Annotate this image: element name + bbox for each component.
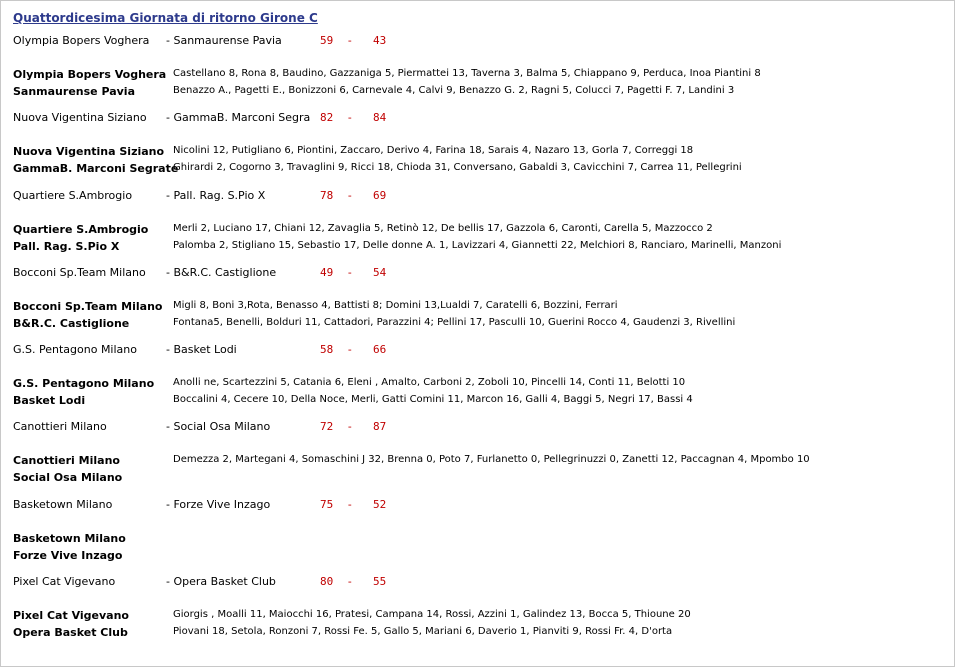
game-block xyxy=(13,575,943,643)
score-separator: - xyxy=(346,575,354,588)
game-block xyxy=(13,189,943,257)
away-score: 84 xyxy=(373,111,387,124)
score xyxy=(320,189,386,202)
home-players: Castellano 8, Rona 8, Baudino, Gazzaniga 5, Piermattei 13, Taverna 3, Balma 5, Chiappano 9, Perduca, Inoa Piantini 8 xyxy=(173,68,761,79)
away-detail-row xyxy=(13,394,943,411)
away-players: Piovani 18, Setola, Ronzoni 7, Rossi Fe. 5, Gallo 5, Mariani 6, Daverio 1, Pianviti 9, Rossi Fr. 4, D'orta xyxy=(173,626,673,637)
away-score: 69 xyxy=(373,189,387,202)
away-detail-row xyxy=(13,471,943,488)
home-detail-row xyxy=(13,454,943,471)
away-detail-row xyxy=(13,317,943,334)
score-separator: - xyxy=(346,498,354,511)
detail-home-team: Canottieri Milano xyxy=(13,454,120,467)
away-players: Benazzo A., Pagetti E., Bonizzoni 6, Carnevale 4, Calvi 9, Benazzo G. 2, Ragni 5, Colucci 7, Pagetti F. 7, Landini 3 xyxy=(173,85,735,96)
away-detail-row xyxy=(13,240,943,257)
detail-away-team: GammaB. Marconi Segrate xyxy=(13,162,179,175)
score-separator: - xyxy=(346,189,354,202)
away-score: 55 xyxy=(373,575,387,588)
away-score: 52 xyxy=(373,498,387,511)
detail-home-team: Quartiere S.Ambrogio xyxy=(13,223,149,236)
home-players: Nicolini 12, Putigliano 6, Piontini, Zaccaro, Derivo 4, Farina 18, Sarais 4, Nazaro 13, Gorla 7, Correggi 18 xyxy=(173,145,694,156)
home-players: Demezza 2, Martegani 4, Somaschini J 32, Brenna 0, Poto 7, Furlanetto 0, Pellegrinuzzi 0, Zanetti 12, Paccagnan 4, Mpombo 10 xyxy=(173,454,810,465)
away-players: Palomba 2, Stigliano 15, Sebastio 17, Delle donne A. 1, Lavizzari 4, Giannetti 22, Melchiori 8, Ranciaro, Marinelli, Manzoni xyxy=(173,240,782,251)
home-detail-row xyxy=(13,609,943,626)
detail-away-team: B&R.C. Castiglione xyxy=(13,317,130,330)
away-score: 87 xyxy=(373,420,387,433)
detail-home-team: Olympia Bopers Voghera xyxy=(13,68,167,81)
detail-away-team: Pall. Rag. S.Pio X xyxy=(13,240,120,253)
home-team: Olympia Bopers Voghera xyxy=(13,34,150,47)
home-score: 49 xyxy=(320,266,334,279)
home-team: Nuova Vigentina Siziano xyxy=(13,111,147,124)
home-team: Bocconi Sp.Team Milano xyxy=(13,266,146,279)
score-separator: - xyxy=(346,343,354,356)
game-result-row xyxy=(13,34,943,51)
home-score: 59 xyxy=(320,34,334,47)
game-result-row xyxy=(13,420,943,437)
home-score: 82 xyxy=(320,111,334,124)
home-detail-row xyxy=(13,300,943,317)
away-score: 54 xyxy=(373,266,387,279)
away-team: - Forze Vive Inzago xyxy=(166,498,271,511)
home-detail-row xyxy=(13,377,943,394)
home-score: 80 xyxy=(320,575,334,588)
game-result-row xyxy=(13,189,943,206)
home-score: 75 xyxy=(320,498,334,511)
away-score: 43 xyxy=(373,34,387,47)
detail-away-team: Sanmaurense Pavia xyxy=(13,85,135,98)
score xyxy=(320,111,386,124)
home-team: Pixel Cat Vigevano xyxy=(13,575,116,588)
home-team: Basketown Milano xyxy=(13,498,113,511)
score xyxy=(320,498,386,511)
home-team: Canottieri Milano xyxy=(13,420,107,433)
home-team: G.S. Pentagono Milano xyxy=(13,343,137,356)
score-separator: - xyxy=(346,266,354,279)
game-result-row xyxy=(13,343,943,360)
game-block xyxy=(13,420,943,488)
game-block xyxy=(13,498,943,566)
home-players: Giorgis , Moalli 11, Maiocchi 16, Pratesi, Campana 14, Rossi, Azzini 1, Galindez 13, Bocca 5, Thioune 20 xyxy=(173,609,691,620)
home-players: Anolli ne, Scartezzini 5, Catania 6, Eleni , Amalto, Carboni 2, Zoboli 10, Pincelli 14, Conti 11, Belotti 10 xyxy=(173,377,686,388)
game-block xyxy=(13,266,943,334)
game-block xyxy=(13,343,943,411)
away-players: Ghirardi 2, Cogorno 3, Travaglini 9, Ricci 18, Chioda 31, Conversano, Gabaldi 3, Cavicchini 7, Carrea 11, Pellegrini xyxy=(173,162,742,173)
away-detail-row xyxy=(13,549,943,566)
home-detail-row xyxy=(13,68,943,85)
away-detail-row xyxy=(13,626,943,643)
score-separator: - xyxy=(346,420,354,433)
detail-home-team: Bocconi Sp.Team Milano xyxy=(13,300,163,313)
away-players: Boccalini 4, Cecere 10, Della Noce, Merli, Gatti Comini 11, Marcon 16, Galli 4, Baggi 5, Negri 17, Bassi 4 xyxy=(173,394,693,405)
game-block xyxy=(13,111,943,179)
away-team: - Opera Basket Club xyxy=(166,575,276,588)
detail-home-team: Pixel Cat Vigevano xyxy=(13,609,129,622)
game-result-row xyxy=(13,111,943,128)
game-block xyxy=(13,34,943,102)
home-players: Migli 8, Boni 3,Rota, Benasso 4, Battisti 8; Domini 13,Lualdi 7, Caratelli 6, Bozzini, Ferrari xyxy=(173,300,618,311)
detail-away-team: Forze Vive Inzago xyxy=(13,549,123,562)
home-score: 78 xyxy=(320,189,334,202)
home-team: Quartiere S.Ambrogio xyxy=(13,189,133,202)
game-result-row xyxy=(13,575,943,592)
away-detail-row xyxy=(13,85,943,102)
detail-home-team: Basketown Milano xyxy=(13,532,126,545)
score xyxy=(320,575,386,588)
detail-away-team: Basket Lodi xyxy=(13,394,86,407)
score-separator: - xyxy=(346,34,354,47)
away-team: - Pall. Rag. S.Pio X xyxy=(166,189,266,202)
home-detail-row xyxy=(13,223,943,240)
detail-away-team: Opera Basket Club xyxy=(13,626,128,639)
away-team: - Basket Lodi xyxy=(166,343,237,356)
away-players: Fontana5, Benelli, Bolduri 11, Cattadori, Parazzini 4; Pellini 17, Pasculli 10, Guerini Rocco 4, Gaudenzi 3, Rivellini xyxy=(173,317,736,328)
home-score: 72 xyxy=(320,420,334,433)
away-team: - Social Osa Milano xyxy=(166,420,271,433)
home-score: 58 xyxy=(320,343,334,356)
home-detail-row xyxy=(13,532,943,549)
page-title[interactable]: Quattordicesima Giornata di ritorno Girone C xyxy=(13,11,318,25)
score xyxy=(320,34,386,47)
away-score: 66 xyxy=(373,343,387,356)
game-result-row xyxy=(13,266,943,283)
score xyxy=(320,420,386,433)
away-team: - Sanmaurense Pavia xyxy=(166,34,282,47)
detail-away-team: Social Osa Milano xyxy=(13,471,123,484)
away-team: - B&R.C. Castiglione xyxy=(166,266,277,279)
detail-home-team: Nuova Vigentina Siziano xyxy=(13,145,165,158)
detail-home-team: G.S. Pentagono Milano xyxy=(13,377,155,390)
game-result-row xyxy=(13,498,943,515)
score xyxy=(320,343,386,356)
score xyxy=(320,266,386,279)
home-detail-row xyxy=(13,145,943,162)
score-separator: - xyxy=(346,111,354,124)
home-players: Merli 2, Luciano 17, Chiani 12, Zavaglia 5, Retinò 12, De bellis 17, Gazzola 6, Caronti, Carella 5, Mazzocco 2 xyxy=(173,223,713,234)
away-detail-row xyxy=(13,162,943,179)
away-team: - GammaB. Marconi Segra xyxy=(166,111,311,124)
